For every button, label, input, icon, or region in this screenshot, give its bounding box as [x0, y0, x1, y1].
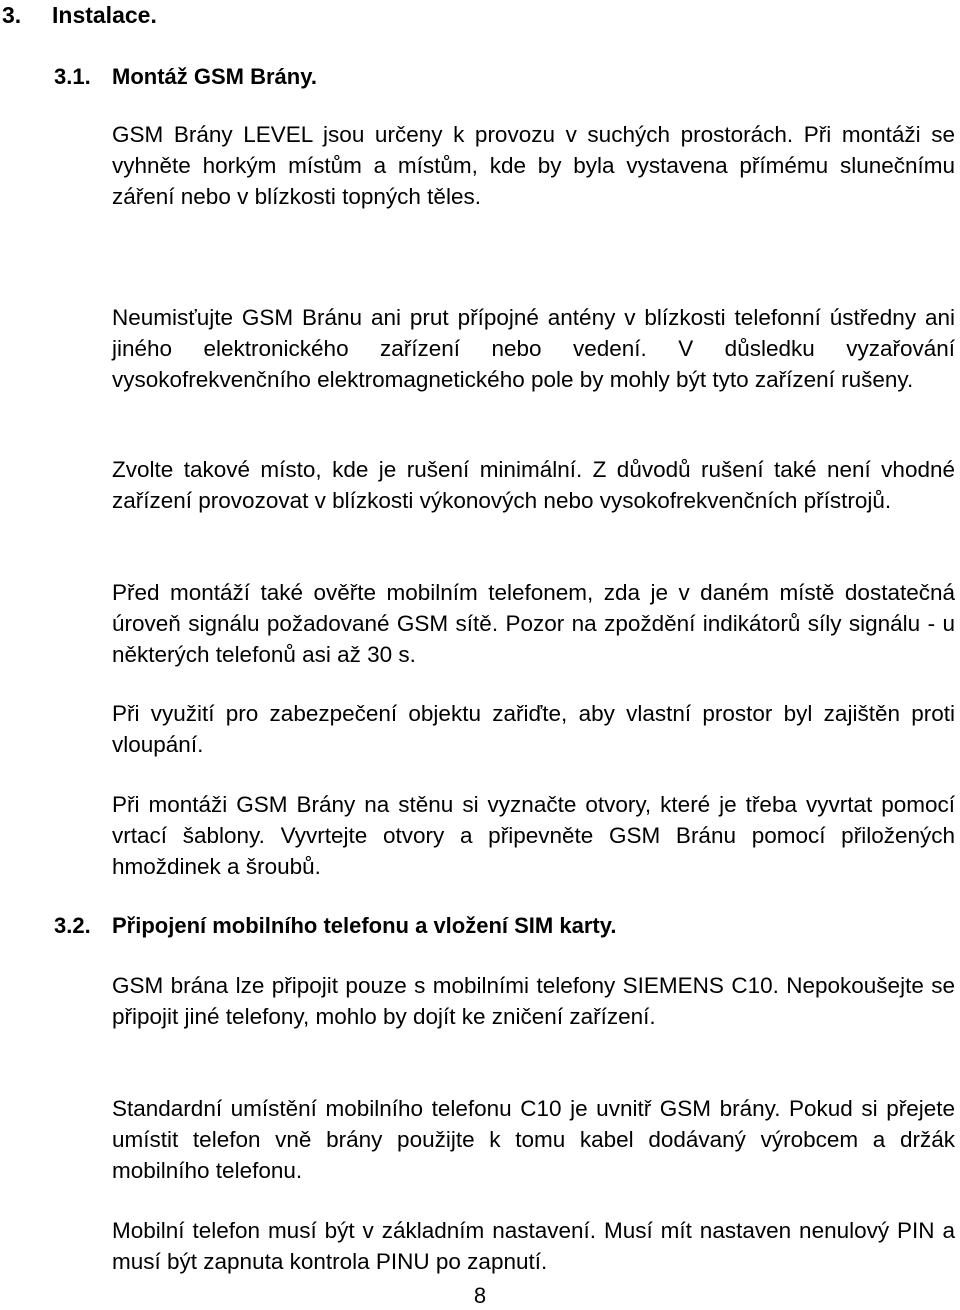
- paragraph-signal-check: Před montáží také ověřte mobilním telefonem, zda je v daném místě dostatečná úroveň signálu požadované GSM sítě. Pozor na zpoždění indikátorů síly signálu - u některých telefonů asi až 30 s.: [112, 580, 955, 667]
- section-title: Montáž GSM Brány.: [112, 64, 317, 89]
- section-number: 3.2.: [54, 913, 91, 938]
- page-number: 8: [473, 1283, 487, 1308]
- section-number: 3.1.: [54, 64, 91, 89]
- paragraph-interference-placement: Neumisťujte GSM Bránu ani prut přípojné antény v blízkosti telefonní ústředny ani jiného elektronického zařízení nebo vedení. V důsledku vyzařování vysokofrekvenčního elektromagnetického pole by mohly být tyto zařízení rušeny.: [112, 305, 955, 392]
- paragraph-phone-placement: Standardní umístění mobilního telefonu C10 je uvnitř GSM brány. Pokud si přejete umístit telefon vně brány použijte k tomu kabel dodávaný výrobcem a držák mobilního telefonu.: [112, 1096, 955, 1183]
- paragraph-wall-mounting: Při montáži GSM Brány na stěnu si vyznačte otvory, které je třeba vyvrtat pomocí vrtací šablony. Vyvrtejte otvory a připevněte GSM Bránu pomocí přiložených hmoždinek a šroubů.: [112, 792, 955, 879]
- paragraph-supported-phones: GSM brána lze připojit pouze s mobilními telefony SIEMENS C10. Nepokoušejte se připojit jiné telefony, mohlo by dojít ke zničení zařízení.: [112, 973, 955, 1029]
- paragraph-minimal-interference: Zvolte takové místo, kde je rušení minimální. Z důvodů rušení také není vhodné zařízení provozovat v blízkosti výkonových nebo vysokofrekvenčních přístrojů.: [112, 457, 955, 513]
- chapter-number: 3.: [2, 2, 22, 28]
- paragraph-dry-environment: GSM Brány LEVEL jsou určeny k provozu v suchých prostorách. Při montáži se vyhněte horkým místům a místům, kde by byla vystavena přímému slunečnímu záření nebo v blízkosti topných těles.: [112, 122, 955, 209]
- paragraph-security: Při využití pro zabezpečení objektu zařiďte, aby vlastní prostor byl zajištěn proti vloupání.: [112, 701, 955, 757]
- chapter-title: Instalace.: [52, 2, 157, 28]
- section-title: Připojení mobilního telefonu a vložení SIM karty.: [112, 913, 617, 938]
- paragraph-phone-settings: Mobilní telefon musí být v základním nastavení. Musí mít nastaven nenulový PIN a musí být zapnuta kontrola PINU po zapnutí.: [112, 1218, 955, 1274]
